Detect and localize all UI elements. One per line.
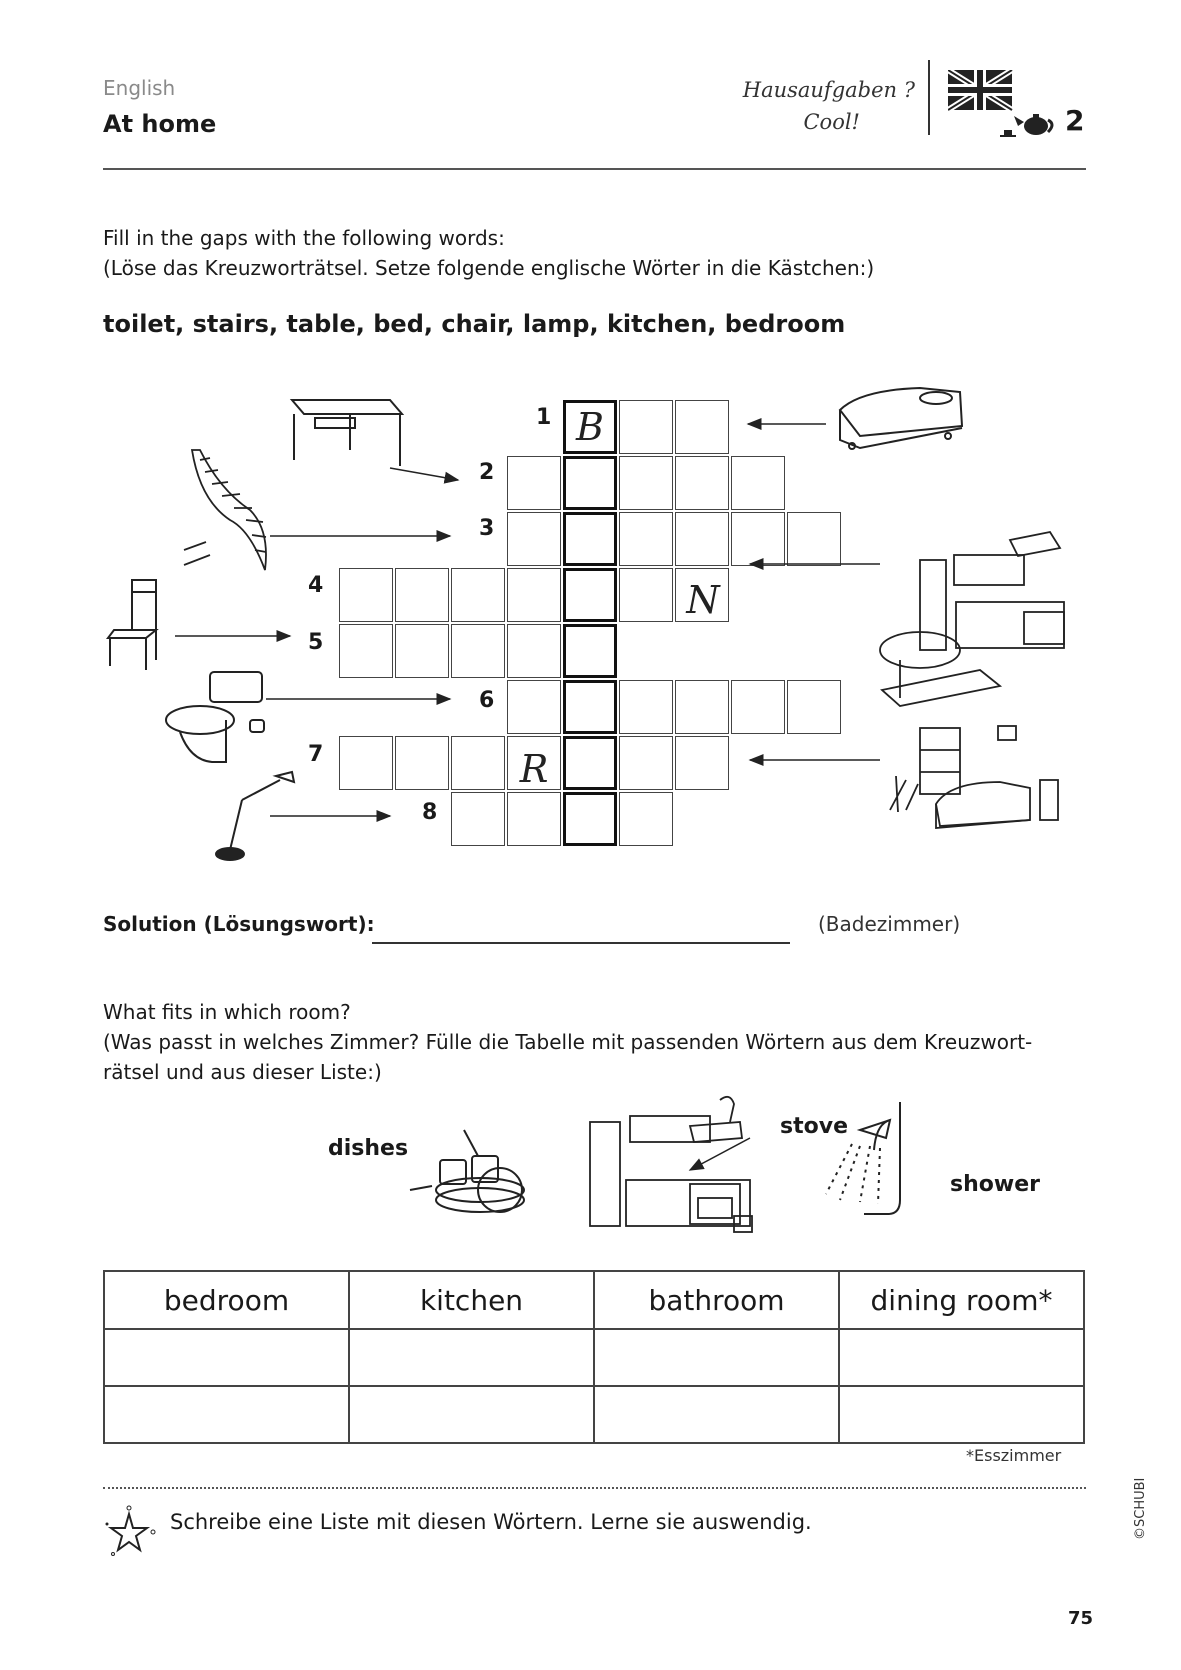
bedroom-picture <box>890 726 1058 828</box>
given-letter-r: R <box>519 747 549 791</box>
header-divider <box>928 60 930 135</box>
chair-picture <box>108 580 156 670</box>
label-shower: shower <box>950 1172 1040 1197</box>
stairs-picture <box>184 450 266 570</box>
question-german-line1: (Was passt in welches Zimmer? Fülle die Tabelle mit passenden Wörtern aus dem Kreuzwort- <box>103 1030 1033 1054</box>
table-cell[interactable] <box>594 1386 839 1443</box>
table-header-kitchen: kitchen <box>349 1271 594 1329</box>
arrow-clue-2 <box>390 468 458 480</box>
table-cell[interactable] <box>104 1386 349 1443</box>
word-list: toilet, stairs, table, bed, chair, lamp, kitchen, bedroom <box>103 310 846 338</box>
clue-number-6: 6 <box>479 688 495 713</box>
table-header-dining-room: dining room* <box>839 1271 1084 1329</box>
table-cell[interactable] <box>839 1386 1084 1443</box>
clue-number-5: 5 <box>308 630 324 655</box>
unit-number: 2 <box>1065 104 1085 137</box>
crossword-illustrations <box>100 380 1100 870</box>
given-letter-b: B <box>576 405 604 449</box>
table-cell[interactable] <box>104 1329 349 1386</box>
table-picture <box>292 400 402 466</box>
clue-number-7: 7 <box>308 742 324 767</box>
series-title-line1: Hausaufgaben ? <box>742 78 915 102</box>
table-header-bathroom: bathroom <box>594 1271 839 1329</box>
dotted-divider <box>103 1487 1086 1489</box>
subject-label: English <box>103 76 176 100</box>
shower-picture <box>826 1102 900 1214</box>
teapot-icon <box>1000 114 1052 136</box>
clue-number-3: 3 <box>479 516 495 541</box>
task-instruction: Schreibe eine Liste mit diesen Wörtern. Lerne sie auswendig. <box>170 1510 812 1534</box>
label-stove: stove <box>780 1114 848 1139</box>
clue-number-2: 2 <box>479 460 495 485</box>
solution-hint: (Badezimmer) <box>818 912 961 936</box>
star-icon <box>103 1504 159 1560</box>
clue-number-8: 8 <box>422 800 438 825</box>
table-cell[interactable] <box>839 1329 1084 1386</box>
series-title-line2: Cool! <box>803 110 860 134</box>
instruction-english: Fill in the gaps with the following words: <box>103 226 505 250</box>
clue-number-1: 1 <box>536 405 552 430</box>
table-row <box>104 1329 1084 1386</box>
solution-answer-line[interactable] <box>372 942 790 944</box>
table-cell[interactable] <box>349 1386 594 1443</box>
question-german-line2: rätsel und aus dieser Liste:) <box>103 1060 382 1084</box>
footnote: *Esszimmer <box>966 1446 1062 1465</box>
dishes-picture <box>410 1130 524 1212</box>
kitchen-picture <box>880 532 1064 706</box>
page-number: 75 <box>1068 1608 1094 1629</box>
label-dishes: dishes <box>328 1136 409 1161</box>
question-english: What fits in which room? <box>103 1000 351 1024</box>
toilet-picture <box>166 672 264 762</box>
clue-number-4: 4 <box>308 573 324 598</box>
table-cell[interactable] <box>349 1329 594 1386</box>
table-row <box>104 1386 1084 1443</box>
kitchen-stove-picture <box>590 1097 752 1232</box>
header-rule <box>103 168 1086 170</box>
copyright: ©SCHUBI <box>1133 1477 1148 1540</box>
table-cell[interactable] <box>594 1329 839 1386</box>
bed-picture <box>840 388 962 449</box>
solution-label: Solution (Lösungswort): <box>103 912 375 936</box>
uk-flag-icon <box>948 70 1068 140</box>
exercise2-illustrations <box>390 1090 1070 1240</box>
page-title: At home <box>103 110 217 138</box>
given-letter-n: N <box>686 578 720 622</box>
rooms-table <box>103 1270 1085 1444</box>
table-header-bedroom: bedroom <box>104 1271 349 1329</box>
instruction-german: (Löse das Kreuzworträtsel. Setze folgende englische Wörter in die Kästchen:) <box>103 256 875 280</box>
